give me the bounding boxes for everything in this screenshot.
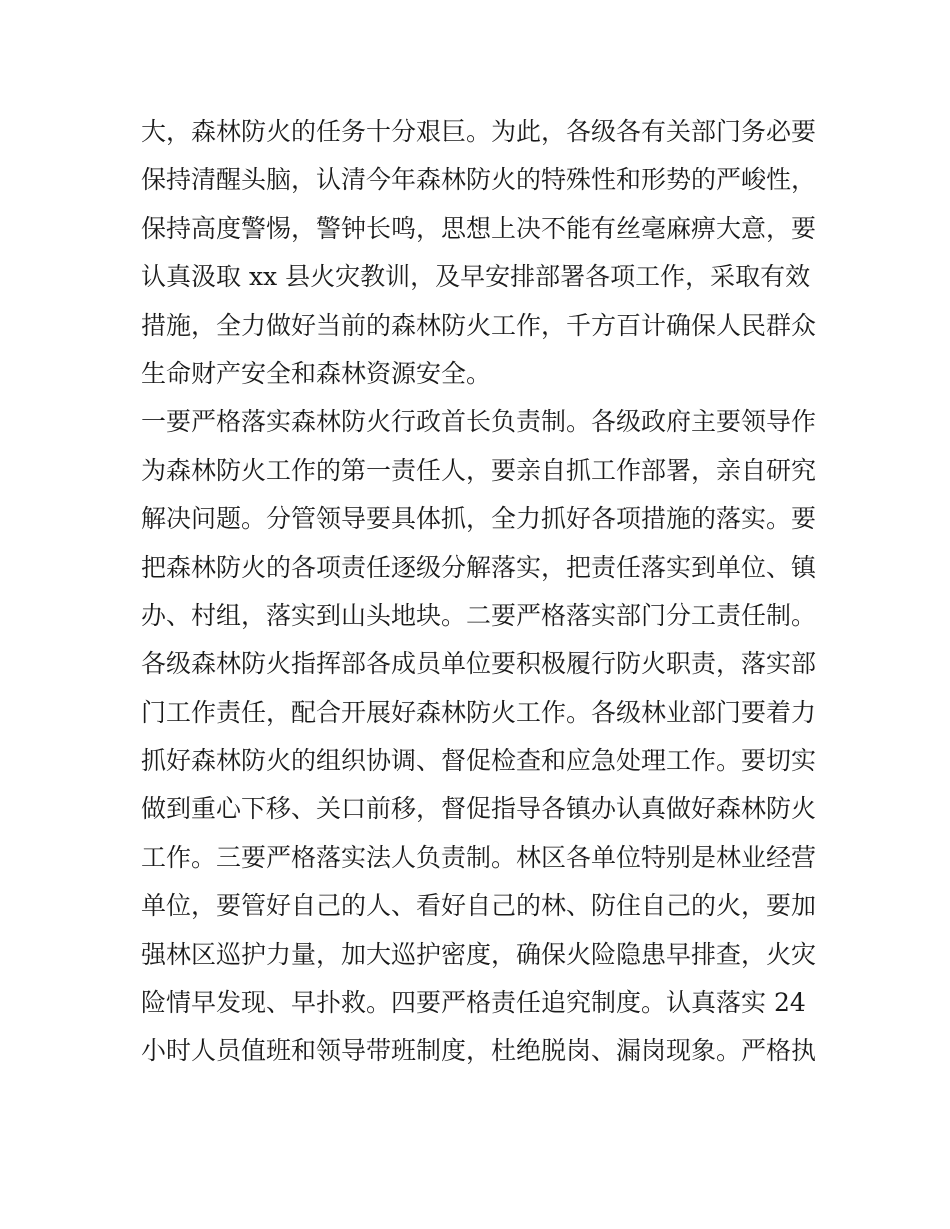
text-line: 生命财产安全和森林资源安全。 [141, 358, 492, 388]
text-line: 各级森林防火指挥部各成员单位要积极履行防火职责，落实部 [141, 649, 817, 679]
text-line: 一要严格落实森林防火行政首长负责制。各级政府主要领导作 [141, 407, 817, 437]
text-line: 认真汲取 xx 县火灾教训，及早安排部署各项工作，采取有效 [141, 262, 811, 292]
text-line: 保持高度警惕，警钟长鸣，思想上决不能有丝毫麻痹大意，要 [141, 213, 817, 243]
text-line: 保持清醒头脑，认清今年森林防火的特殊性和形势的严峻性， [141, 165, 817, 195]
text-line: 措施，全力做好当前的森林防火工作，千方百计确保人民群众 [141, 310, 817, 340]
document-body [141, 108, 821, 1076]
text-line: 险情早发现、早扑救。四要严格责任追究制度。认真落实 24 [141, 988, 806, 1018]
text-line: 强林区巡护力量，加大巡护密度，确保火险隐患早排查，火灾 [141, 939, 817, 969]
text-line: 做到重心下移、关口前移，督促指导各镇办认真做好森林防火 [141, 794, 817, 824]
text-line: 把森林防火的各项责任逐级分解落实，把责任落实到单位、镇 [141, 552, 817, 582]
text-line: 大，森林防火的任务十分艰巨。为此，各级各有关部门务必要 [141, 117, 817, 146]
text-line: 解决问题。分管领导要具体抓，全力抓好各项措施的落实。要 [141, 504, 817, 534]
text-line: 单位，要管好自己的人、看好自己的林、防住自己的火，要加 [141, 891, 817, 921]
text-line: 小时人员值班和领导带班制度，杜绝脱岗、漏岗现象。严格执 [141, 1036, 817, 1066]
text-line: 工作。三要严格落实法人负责制。林区各单位特别是林业经营 [141, 842, 817, 872]
text-line: 门工作责任，配合开展好森林防火工作。各级林业部门要着力 [141, 697, 817, 727]
text-line: 抓好森林防火的组织协调、督促检查和应急处理工作。要切实 [141, 746, 817, 776]
text-line: 办、村组，落实到山头地块。二要严格落实部门分工责任制。 [141, 600, 817, 630]
text-line: 为森林防火工作的第一责任人，要亲自抓工作部署，亲自研究 [141, 455, 817, 485]
